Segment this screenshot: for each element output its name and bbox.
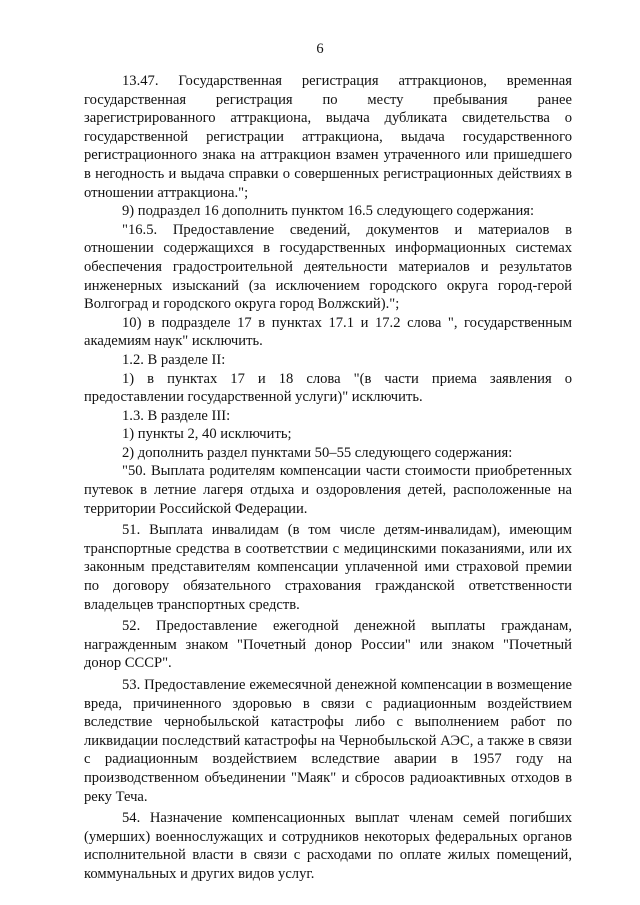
paragraph-16-5: "16.5. Предоставление сведений, документов и материалов в отношении содержащихся в государственных информационных системах обеспечения градостроительной деятельности материалов и результатов инженерных изысканий (за исключением городского округа город-герой Волгоград и городского округа город Волжский).";	[84, 221, 572, 313]
paragraph-52: 52. Предоставление ежегодной денежной выплаты гражданам, награжденным знаком "Почетный донор России" или знаком "Почетный донор СССР".	[84, 618, 572, 672]
paragraph-1-2-item-1: 1) в пунктах 17 и 18 слова "(в части приема заявления о предоставлении государственной услуги)" исключить.	[84, 370, 572, 406]
document-body	[84, 72, 572, 884]
paragraph-1-3-item-2: 2) дополнить раздел пунктами 50–55 следующего содержания:	[122, 444, 513, 461]
paragraph-1-3-item-1: 1) пункты 2, 40 исключить;	[122, 426, 292, 443]
paragraph-53: 53. Предоставление ежемесячной денежной компенсации в возмещение вреда, причиненного здоровью в связи с радиационным воздействием вследствие чернобыльской катастрофы либо с выполнением работ по ликвидации последствий катастрофы на Чернобыльской АЭС, а также в связи с радиационным воздействием вследствие аварии в 1957 году на производственном объединении "Маяк" и сбросов радиоактивных отходов в реку Теча.	[84, 677, 572, 805]
paragraph-54: 54. Назначение компенсационных выплат членам семей погибших (умерших) военнослужащих и сотрудников некоторых федеральных органов исполнительной власти в связи с расходами по оплате жилых помещений, коммунальных и других видов услуг.	[84, 810, 572, 882]
paragraph-13-47: 13.47. Государственная регистрация аттракционов, временная государственная регистрация по месту пребывания ранее зарегистрированного аттракциона, выдача дубликата свидетельства о государственной регистрации аттракциона, выдача государственного регистрационного знака на аттракцион взамен утраченного или пришедшего в негодность и выдача справки о совершенных регистрационных действиях в отношении аттракциона.";	[84, 73, 572, 201]
paragraph-1-3: 1.3. В разделе III:	[122, 407, 231, 424]
page-number: 6	[316, 41, 324, 57]
paragraph-51: 51. Выплата инвалидам (в том числе детям-инвалидам), имеющим транспортные средства в соответствии с медицинскими показаниями, или их законным представителям компенсации уплаченной ими страховой премии по договору обязательного страхования гражданской ответственности владельцев транспортных средств.	[84, 522, 572, 613]
paragraph-item-9: 9) подраздел 16 дополнить пунктом 16.5 следующего содержания:	[122, 203, 535, 220]
paragraph-50: "50. Выплата родителям компенсации части стоимости приобретенных путевок в летние лагеря отдыха и оздоровления детей, расположенные на территории Российской Федерации.	[84, 463, 572, 517]
paragraph-item-10: 10) в подразделе 17 в пунктах 17.1 и 17.2 слова ", государственным академиям наук" исключить.	[84, 314, 572, 350]
paragraph-1-2: 1.2. В разделе II:	[122, 351, 226, 368]
